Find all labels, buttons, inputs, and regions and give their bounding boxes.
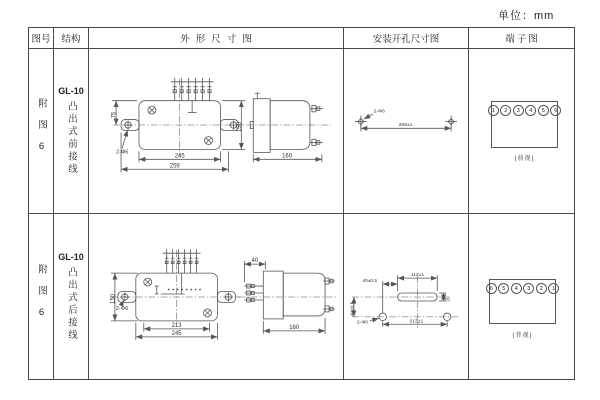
figure-no-row1: 附图6 bbox=[36, 98, 47, 164]
dim-offset-v-row2: 40±0.5 bbox=[350, 301, 356, 317]
terminal-circle: 4 bbox=[525, 105, 536, 116]
dim-hole-span-row1: 258±1 bbox=[398, 123, 413, 129]
dim-outer-width-row2: 245 bbox=[171, 330, 182, 337]
dim-holes-row1: 2-Φ6 bbox=[116, 149, 129, 156]
terminal-circle: 5 bbox=[498, 283, 509, 294]
dim-inner-width-row1: 245 bbox=[174, 153, 185, 160]
cell-outline-drawing-row2 bbox=[89, 214, 344, 379]
structure-desc-row1: 凸出式前接线 bbox=[66, 101, 77, 176]
terminal-circle: 1 bbox=[548, 283, 559, 294]
header-structure: 结构 bbox=[54, 28, 89, 49]
dim-top-offset-row1: 75 bbox=[111, 111, 118, 119]
header-install-drawing: 安装开孔尺寸图 bbox=[344, 28, 469, 49]
dim-holes-row2: 2-Φ6 bbox=[115, 305, 129, 312]
dim-install-holes-row1: 2-Φ6 bbox=[373, 109, 385, 115]
dim-slot-height-row2: 20 bbox=[446, 296, 452, 302]
cell-terminal-diagram-row2 bbox=[469, 214, 574, 379]
terminal-circle: 6 bbox=[550, 105, 561, 116]
structure-desc-row2: 凸出式后接线 bbox=[66, 266, 77, 342]
header-figure-no: 图号 bbox=[29, 28, 54, 49]
side-view-row2 bbox=[238, 261, 338, 334]
model-label-row1: GL-10 bbox=[58, 86, 84, 96]
terminal-circle: 3 bbox=[523, 283, 534, 294]
terminal-circle: 2 bbox=[536, 283, 547, 294]
terminal-box-row1 bbox=[491, 101, 558, 148]
cell-structure-row2 bbox=[54, 214, 89, 379]
terminal-circle: 1 bbox=[488, 105, 499, 116]
spec-table bbox=[28, 27, 575, 380]
terminal-circle: 6 bbox=[486, 283, 497, 294]
unit-label: 单位：mm bbox=[498, 10, 555, 22]
cell-figure-no-row1 bbox=[29, 49, 54, 214]
figure-no-row2: 附图6 bbox=[36, 263, 47, 330]
terminal-caption-row2: (背视) bbox=[512, 333, 533, 339]
header-terminal-diagram: 端子图 bbox=[469, 28, 574, 49]
dim-depth-row2: 160 bbox=[289, 324, 300, 331]
model-label-row2: GL-10 bbox=[58, 251, 84, 262]
dim-flange-depth-row2: 40 bbox=[251, 258, 259, 265]
terminal-circle: 4 bbox=[511, 283, 522, 294]
dim-inner-width-row2: 213 bbox=[171, 322, 182, 329]
dim-hole-span-row2: 213±1 bbox=[409, 319, 424, 325]
cell-install-drawing-row2 bbox=[344, 214, 469, 379]
outline-drawing-front-wiring bbox=[89, 49, 343, 213]
terminal-circle: 3 bbox=[513, 105, 524, 116]
dim-height-row2: 150 bbox=[110, 294, 117, 304]
cell-terminal-diagram-row1 bbox=[469, 49, 574, 214]
cell-structure-row1 bbox=[54, 49, 89, 214]
terminal-circle: 5 bbox=[538, 105, 549, 116]
cell-install-drawing-row1 bbox=[344, 49, 469, 214]
dim-depth-row1: 160 bbox=[282, 153, 293, 160]
dim-outer-width-row1: 259 bbox=[169, 163, 180, 170]
dim-install-holes-row2: 2-Φ6 bbox=[356, 320, 369, 326]
dim-height-row1: 150 bbox=[236, 122, 243, 132]
dim-slot-width-row2: 112±1 bbox=[410, 273, 425, 279]
dim-offset-h-row2: 40±0.5 bbox=[362, 279, 378, 285]
cell-figure-no-row2 bbox=[29, 214, 54, 379]
outline-drawing-rear-wiring bbox=[89, 214, 343, 379]
side-view-row1 bbox=[246, 93, 330, 163]
cell-outline-drawing-row1 bbox=[89, 49, 344, 214]
install-drawing-rear-wiring bbox=[344, 214, 468, 379]
terminal-box-row2 bbox=[489, 279, 556, 324]
install-drawing-front-wiring bbox=[344, 49, 468, 213]
terminal-caption-row1: (前视) bbox=[514, 156, 535, 162]
terminal-circle: 2 bbox=[500, 105, 511, 116]
header-outline-drawing: 外形尺寸图 bbox=[89, 28, 344, 49]
